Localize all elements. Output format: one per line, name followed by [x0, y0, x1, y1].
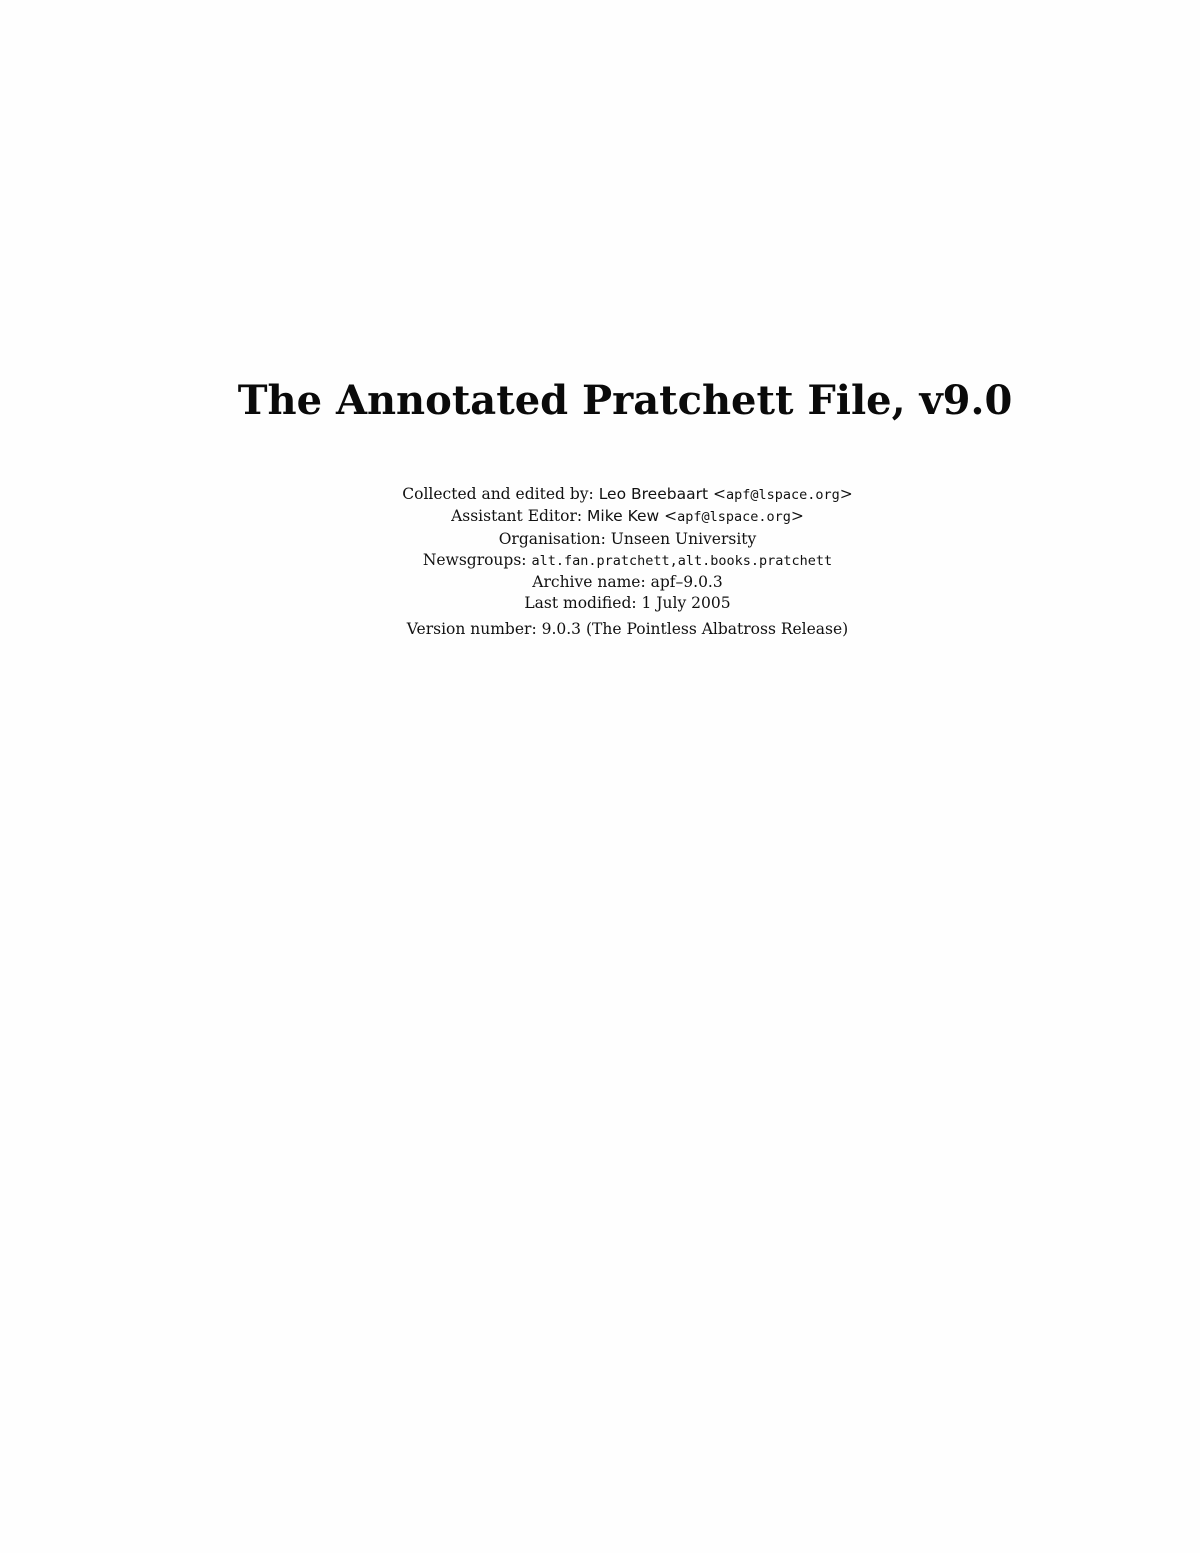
document-metadata	[50, 484, 1200, 615]
newsgroups-line	[50, 550, 1200, 572]
editor-email: apf@lspace.org	[725, 487, 840, 503]
version-line	[50, 619, 1200, 640]
document-title: The Annotated Pratchett File, v9.0	[237, 377, 1013, 424]
archive-line	[50, 572, 1200, 593]
editor-name: Leo Breebaart	[598, 485, 709, 503]
editor-line: Collected and edited by: Leo Breebaart <apf@lspace.org>	[402, 485, 853, 503]
newsgroups-label: Newsgroups:	[422, 550, 527, 569]
editor-label: Collected and edited by:	[402, 485, 594, 503]
organisation-label: Organisation:	[498, 529, 606, 548]
last-modified-value: 1 July 2005	[641, 594, 731, 613]
last-modified-label: Last modified:	[524, 594, 637, 613]
archive-label: Archive name:	[532, 573, 646, 592]
archive-value: apf–9.0.3	[650, 573, 723, 592]
assistant-editor-line: Assistant Editor: Mike Kew <apf@lspace.org>	[451, 507, 804, 526]
last-modified-line	[50, 593, 1200, 614]
assistant-editor-label: Assistant Editor:	[451, 507, 583, 526]
newsgroups-value: alt.fan.pratchett,alt.books.pratchett	[531, 552, 833, 569]
organisation-value: Unseen University	[610, 529, 757, 548]
organisation-line	[50, 529, 1200, 550]
version-label: Version number:	[406, 620, 537, 638]
assistant-editor-email: apf@lspace.org	[677, 509, 791, 526]
assistant-editor-name: Mike Kew	[587, 507, 660, 526]
version-value: 9.0.3 (The Pointless Albatross Release)	[541, 620, 849, 638]
